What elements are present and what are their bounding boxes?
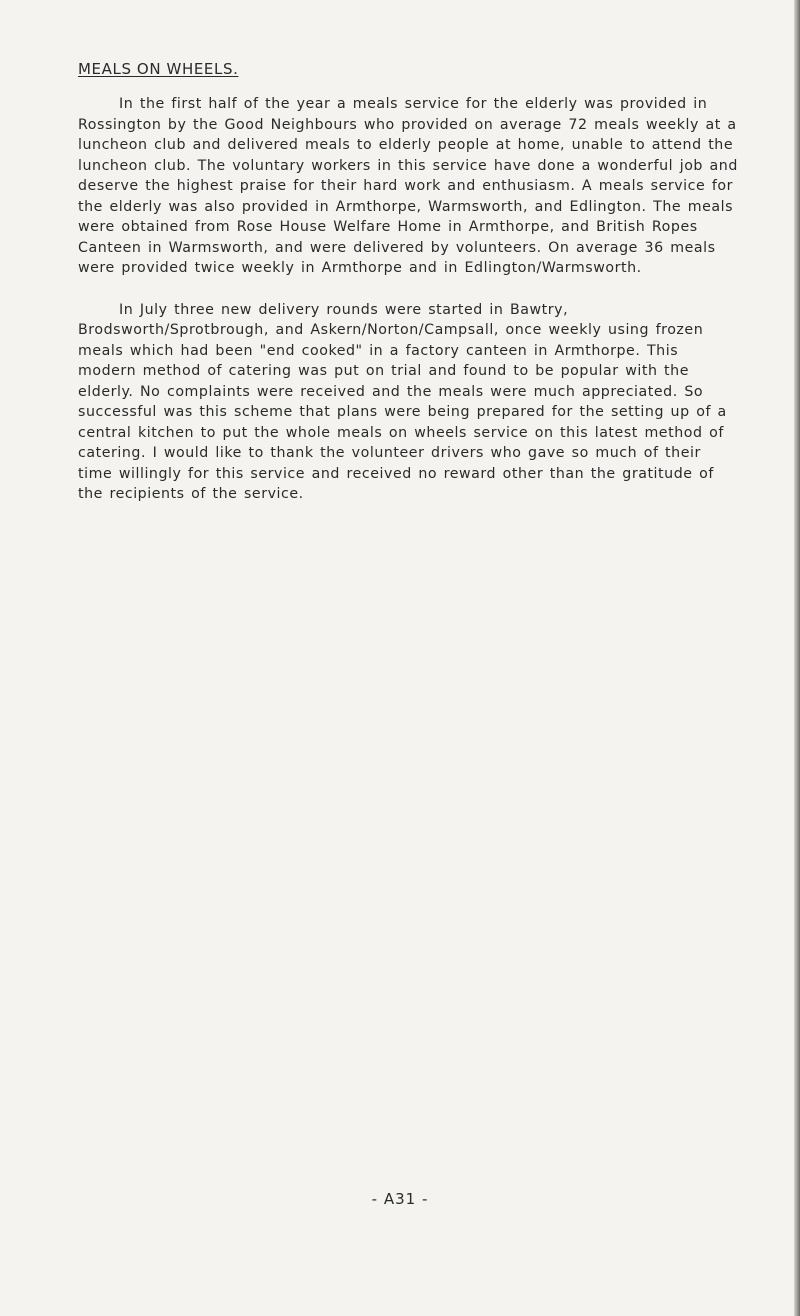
paragraph-delivery-rounds: In July three new delivery rounds were started in Bawtry, Brodsworth/Sprotbrough, and Askern/Norton/Campsall, once weekly using frozen meals which had been "end cooked" in a factory canteen in Armthorpe. This modern method of catering was put on trial and found to be popular with the elderly. No complaints were received and the meals were much appreciated. So successful was this scheme that plans were being prepared for the setting up of a central kitchen to put the whole meals on wheels service on this latest method of catering. I would like to thank the volunteer drivers who gave so much of their time willingly for this service and received no reward other than the gratitude of the recipients of the service. bbox=[78, 301, 727, 502]
section-heading: MEALS ON WHEELS. bbox=[78, 60, 239, 78]
paragraph-rossington: In the first half of the year a meals service for the elderly was provided in Rossington by the Good Neighbours who provided on average 72 meals weekly at a luncheon club and delivered meals to elderly people at home, unable to attend the luncheon club. The voluntary workers in this service have done a wonderful job and deserve the highest praise for their hard work and enthusiasm. A meals service for the elderly was also provided in Armthorpe, Warmsworth, and Edlington. The meals were obtained from Rose House Welfare Home in Armthorpe, and British Ropes Canteen in Warmsworth, and were delivered by volunteers. On average 36 meals were provided twice weekly in Armthorpe and in Edlington/Warmsworth. bbox=[78, 96, 738, 276]
document-page bbox=[78, 60, 738, 526]
page-edge-shadow bbox=[794, 0, 800, 1316]
page-number: - A31 - bbox=[371, 1190, 429, 1208]
